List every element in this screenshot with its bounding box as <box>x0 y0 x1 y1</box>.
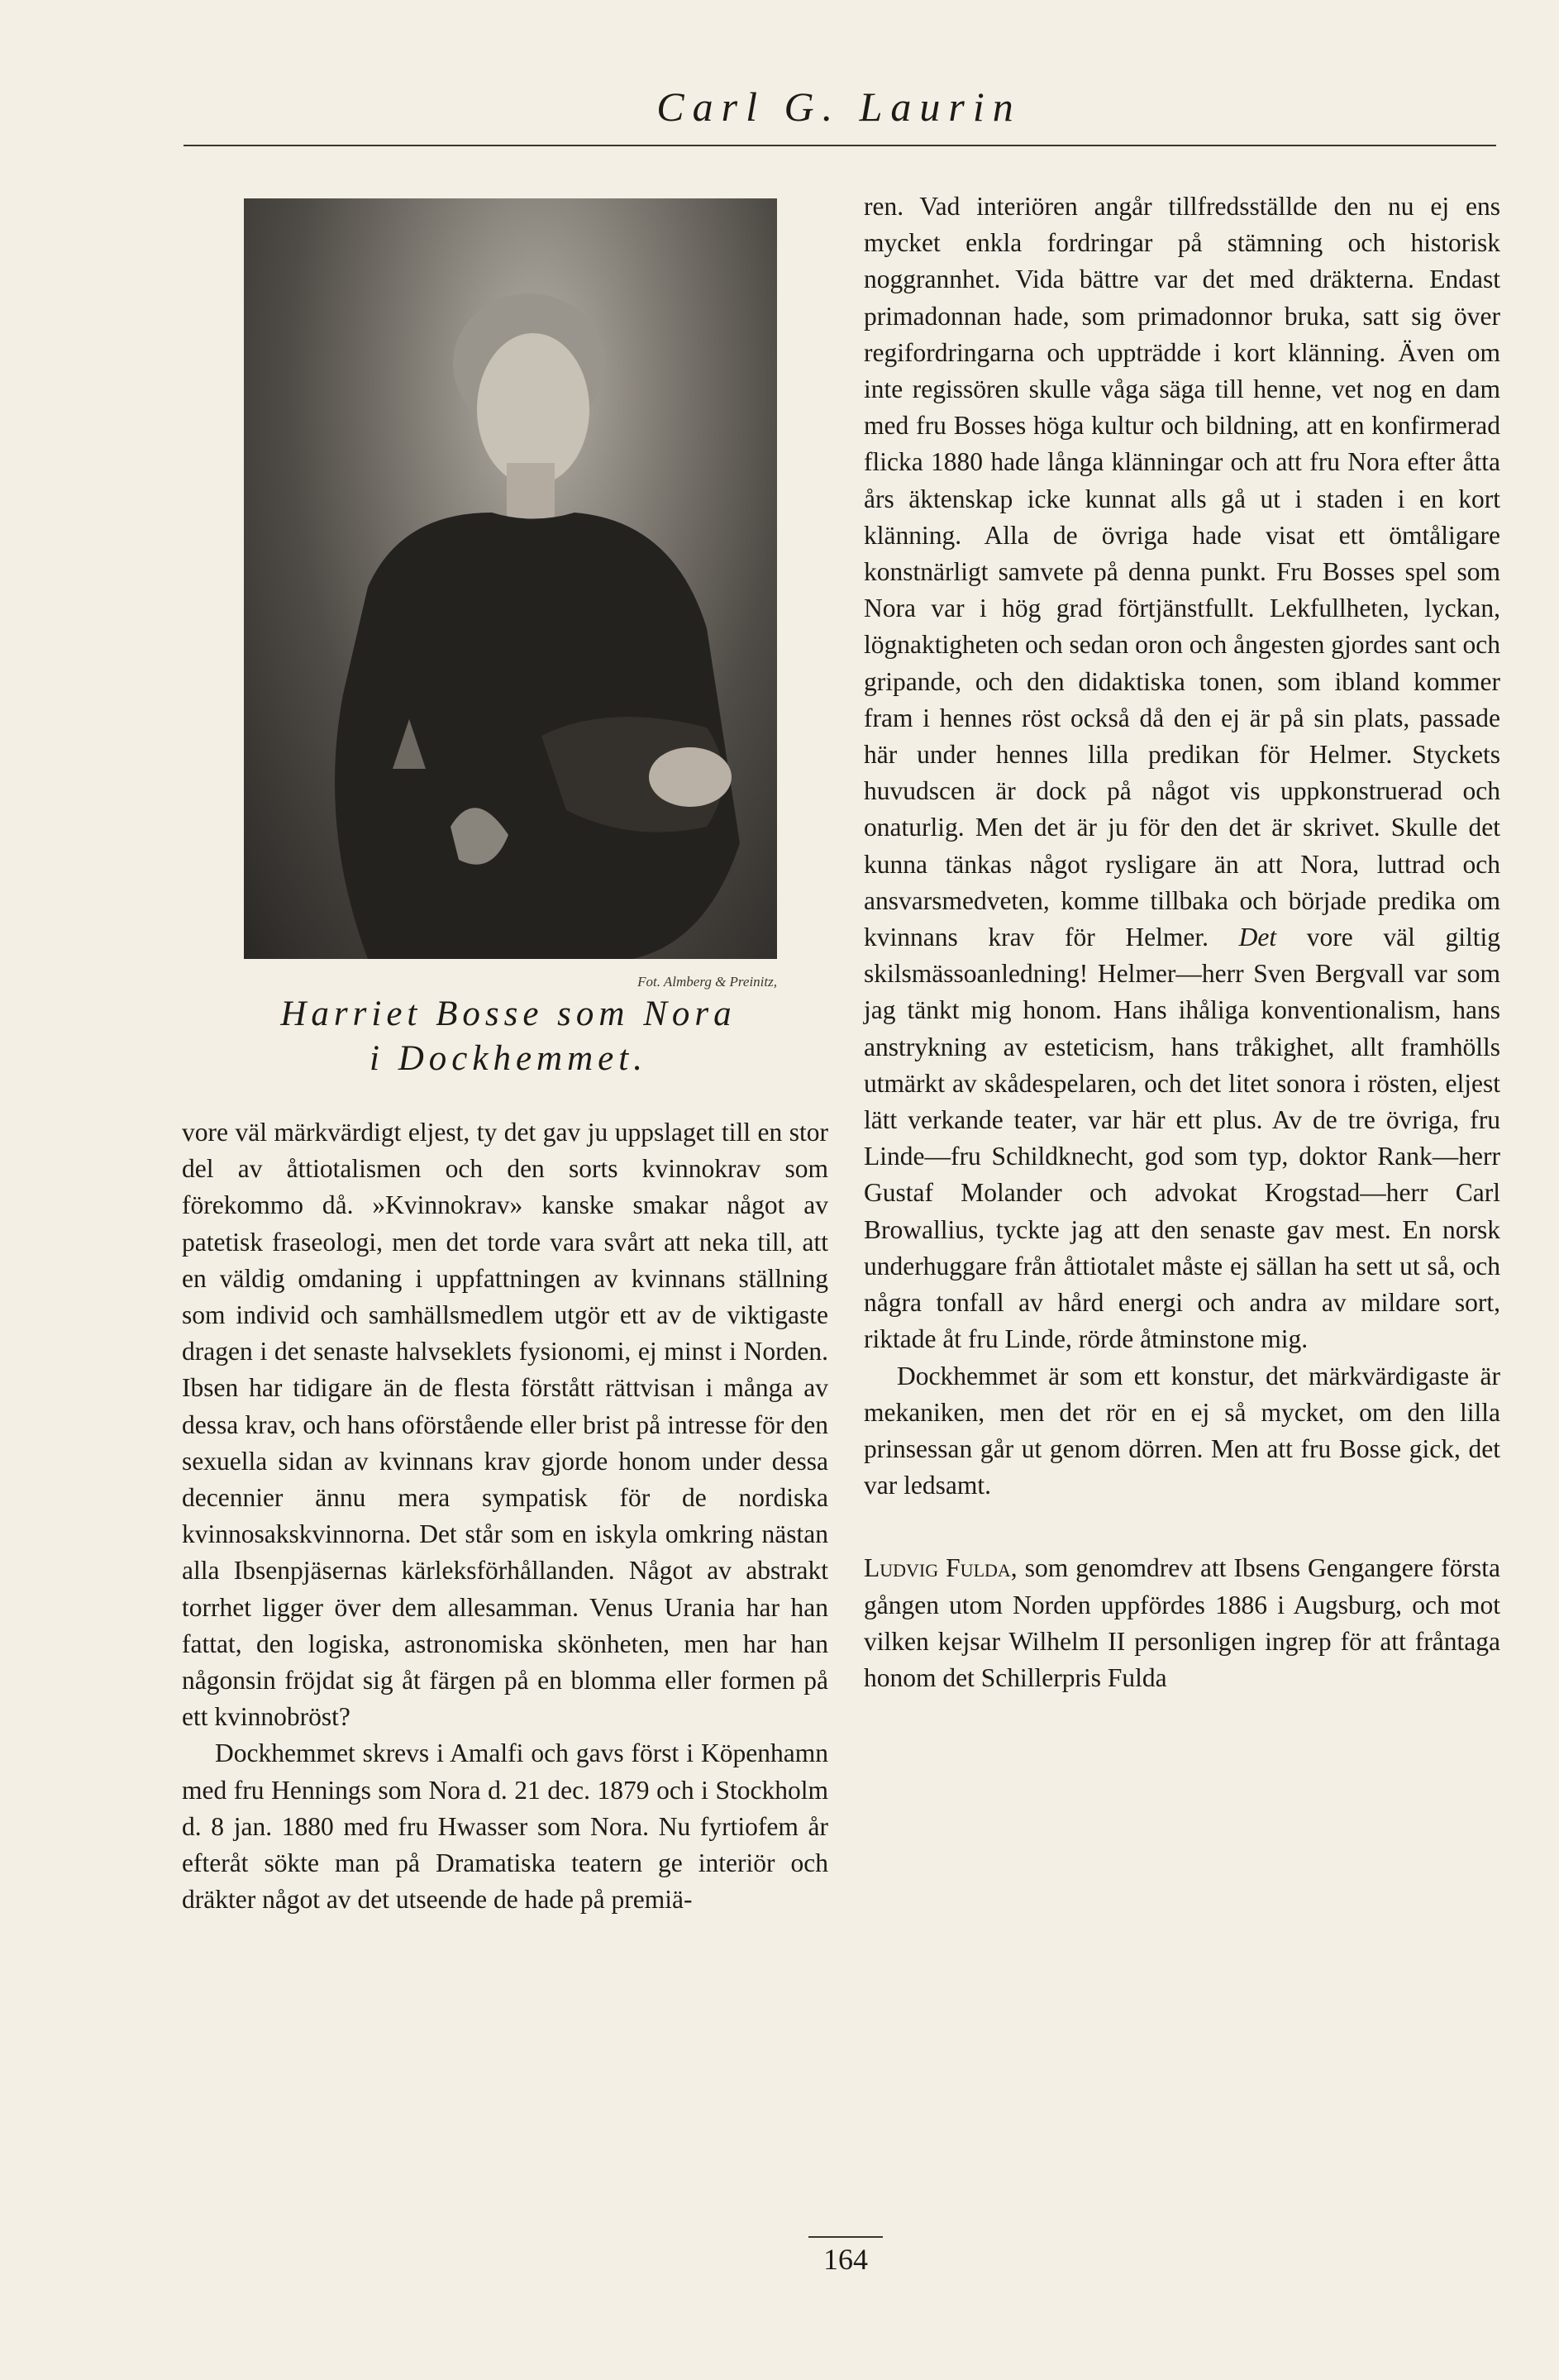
right-paragraph-3 <box>864 1550 1500 1696</box>
portrait-photo <box>244 198 777 959</box>
running-header: Carl G. Laurin <box>656 83 1022 130</box>
right-paragraph-3-text: som genomdrev att Ibsens Gengangere första gången utom Norden uppfördes 1886 i Augsburg, och mot vilken kejsar Wilhelm II personligen ingrep för att fråntaga honom det Schillerpris Fulda <box>864 1553 1500 1692</box>
left-paragraph-1: vore väl märkvärdigt eljest, ty det gav ju uppslaget till en stor del av åttiotalismen och den sorts kvinnokrav som förekommo då. »Kvinnokrav» kanske smakar något av patetisk fraseologi, men det torde vara svårt att neka till, att en väldig omdaning i uppfattningen av kvinnans ställning som individ och samhällsmedlem utgör ett av de viktigaste dragen i det senaste halvseklets fysionomi, ej minst i Norden. Ibsen har tidigare än de flesta förstått rättvisan i många av dessa krav, och hans oförstående eller brist på intresse för den sexuella sidan av kvinnans krav gjorde honom under dessa decennier ännu mera sympatisk för de nordiska kvinnosakskvinnorna. Det står som en iskyla omkring nästan alla Ibsenpjäsernas kärleksförhållanden. Något av abstrakt torrhet ligger över dem allesamman. Venus Urania har han fattat, den logiska, astronomiska skönheten, men har han någonsin fröjdat sig åt färgen på en blomma eller formen på ett kvinnobröst? <box>182 1118 828 1732</box>
author-name-fulda: Ludvig Fulda, <box>864 1553 1018 1583</box>
header-rule <box>184 145 1496 146</box>
page-number: 164 <box>823 2243 868 2276</box>
portrait-hand <box>649 747 732 807</box>
emphasis-det: Det <box>1238 923 1277 952</box>
right-paragraph-1-start: ren. Vad interiören angår tillfredsställde den nu ej ens mycket enkla fordringar på stämning och historisk noggrannhet. Vida bättre var det med dräkterna. Endast primadonnan hade, som primadonnor bruka, satt sig över regifordringarna och uppträdde i kort klänning. Även om inte regissören skulle våga säga till henne, vet nog en dam med fru Bosses höga kultur och bildning, att en konfirmerad flicka 1880 hade långa klänningar och att fru Nora efter åtta års äktenskap icke kunnat alls gå ut i staden i en kort klänning. Alla de övriga hade visat ett ömtåligare konstnärligt samvete på denna punkt. Fru Bosses spel som Nora var i hög grad förtjänstfullt. Lekfullheten, lyckan, lögnaktigheten och sedan oron och ångesten gjordes sant och gripande, och den didaktiska tonen, som ibland kommer fram i hennes röst också då den ej är på sin plats, passade här under hennes lilla predikan för Helmer. Styckets huvudscen är dock på något vis uppkonstruerad och onaturlig. Men det är ju för den det är skrivet. Skulle det kunna tänkas något rysligare än att Nora, luttrad och ansvarsmedveten, komme tillbaka och började predika om kvinnans krav för Helmer. <box>864 192 1500 952</box>
right-paragraph-1-end: vore väl giltig skilsmässoanledning! Helmer—herr Sven Bergvall var som jag tänkt mig honom. Hans ihåliga konventionalism, hans anstrykning av esteticism, hans tråkighet, allt framhölls utmärkt av skådespelaren, och det litet sonora i rösten, eljest lätt verkande teater, var här ett plus. Av de tre övriga, fru Linde—fru Schildknecht, god som typ, doktor Rank—herr Gustaf Molander och advokat Krogstad—herr Carl Browallius, tyckte jag att den senaste gav mest. En norsk underhuggare från åttiotalet måste ej sällan ha sett ut så, och några tonfall av hård energi och andra av mildare sort, riktade åt fru Linde, rörde åtminstone mig. <box>864 923 1501 1354</box>
folio-rule <box>808 2236 883 2238</box>
right-paragraph-2: Dockhemmet är som ett konstur, det märkvärdigaste är mekaniken, men det rör en ej så mycket, om den lilla prinsessan går ut genom dörren. Men att fru Bosse gick, det var ledsamt. <box>864 1361 1500 1500</box>
left-paragraph-2: Dockhemmet skrevs i Amalfi och gavs först i Köpenhamn med fru Hennings som Nora d. 21 dec. 1879 och i Stockholm d. 8 jan. 1880 med fru Hwasser som Nora. Nu fyrtiofem år efteråt sökte man på Dramatiska teatern ge interiör och dräkter något av det utseende de hade på premiä- <box>182 1738 828 1915</box>
photo-caption <box>182 992 835 1081</box>
right-column <box>864 188 1500 1696</box>
portrait-face <box>477 333 589 485</box>
caption-line-2: i Dockhemmet. <box>369 1039 647 1078</box>
left-column <box>182 1114 828 1918</box>
portrait-neck <box>507 463 555 521</box>
right-paragraph-1 <box>864 188 1500 1358</box>
portrait-silhouette <box>244 198 777 959</box>
caption-line-1: Harriet Bosse som Nora <box>280 994 737 1033</box>
photo-credit: Fot. Almberg & Preinitz, <box>637 974 777 990</box>
